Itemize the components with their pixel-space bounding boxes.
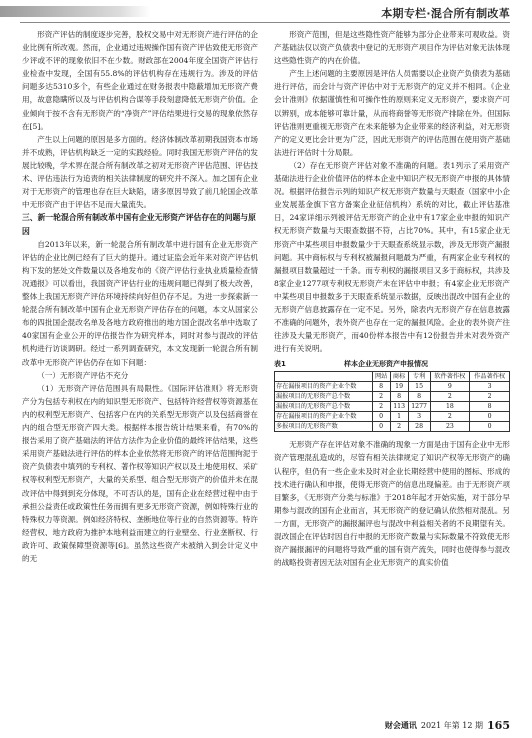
page-number: 165 <box>487 719 510 732</box>
row-label: 漏报项目的无形资产总个数 <box>275 402 373 412</box>
page-footer <box>385 719 510 732</box>
table-cell: 1277 <box>408 402 430 412</box>
table-cell: 3 <box>470 382 510 392</box>
paragraph: 产生以上问题的原因是多方面的。经济体制改革初期我国资本市场并不成熟，评估机构缺乏一定的实践经验。同时我国无形资产评估的发展比较晚，学术界在混合所有制改革之初对无形资产评估范围、评估技术、评估违法行为追责的相关法律制度的研究并不深入。加之国有企业对于无形资产的管理也存在巨大缺陷，诸多原因导致了前几轮国企改革中无形资产由于评估不足而大量流失。 <box>22 134 258 210</box>
table-caption <box>274 359 510 369</box>
paragraph: 形资产范围，但是这些隐性资产能够为部分企业带来可观收益。资产基础法仅以资产负债表中登记的无形资产项目作为评估对象无法体现这些隐性资产的内在价值。 <box>274 30 510 66</box>
right-column <box>274 28 510 569</box>
table-cell: 113 <box>390 402 408 412</box>
row-label: 多报项目的无形资产数 <box>275 422 373 432</box>
table-row <box>275 412 510 422</box>
paragraph: （1）无形资产评估范围具有局限性。《国际评估准则》将无形资产分为包括专利权在内的知识型无形资产、包括特许经营权等资源基在内的权利型无形资产、包括客户在内的关系型无形资产以及包括商誉在内的组合型无形资产四大类。根据样本报告统计结果来看，有70%的报告采用了资产基础法的评估方法作为企业价值的最终评估结果，这些采用资产基础法进行评估的样本企业依然将无形资产的评估范围拘泥于资产负债表中填列的专利权、著作权等知识产权以及土地使用权、采矿权等权利型无形资产，大量的关系型、组合型无形资产的价值并未在混改评估中得到到充分体现，不可否认的是，国有企业在经营过程中由于承担公益责任或政策性任务而拥有更多无形资产资源，例如特殊行业的特殊权力等资源。例如经济特权、垄断地位等行业的自然资源等。特许经营权、地方政府为推护本地利益而建立的行业壁垒、行业垄断权、行政许可、政策保障型资源等[6]。虽然这些资产未被纳入到会计定义中的无 <box>22 383 258 563</box>
table-cell: 2 <box>390 422 408 432</box>
table-cell: 2 <box>430 392 470 402</box>
left-column <box>22 28 258 565</box>
table-cell: 9 <box>430 382 470 392</box>
section-heading: 三、新一轮混合所有制改革中国有企业无形资产评估存在的问题与原因 <box>22 213 256 236</box>
paragraph: 无形资产存在评估对象不准确的现象一方面是由于国有企业中无形资产管理混乱造成的，尽管有相关法律规定了知识产权等无形资产的确认程序，但仍有一些企业未及时对企业长期经营中使用的图标、形成的技术进行确认和申报，使得无形资产的信息出现偏差。由于无形资产项目繁多，《无形资产分类与标准》于2018年起才开始实施，对于部分早期参与混改的国有企业而言，其无形资产的登记确认依然相对混乱。另一方面，无形资产的漏报漏评也与混改中利益相关者的不良期望有关。混改国企在评估时因自行申报的无形资产数量与实际数量不符致使无形资产漏报漏评的问题将导致严重的国有资产流失，同时也使得参与混改的战略投资者因无法对国有企业无形资产的真实价值 <box>274 440 510 568</box>
header-decoration-bar <box>0 6 150 17</box>
table-row <box>275 422 510 432</box>
table-cell: 0 <box>470 422 510 432</box>
table-cell: 0 <box>372 412 390 422</box>
paragraph: 产生上述问题的主要原因是评估人员需要以企业资产负债表为基础进行评估，而会计与资产评估中对于无形资产的定义并不相同。《企业会计准则》依据谨慎性和可操作性的原则来定义无形资产，要求资产可以辨别，成本能够可靠计量，从而将商誉等无形资产排除在外。但国际评估准则更重视无形资产在未来能够为企业带来的经济利益，对无形资产的定义更比会计更为广泛，因此无形资产的评估范围在使用资产基础法进行评估时十分局限。 <box>274 69 510 157</box>
table-cell: 8 <box>390 392 408 402</box>
table-1 <box>274 359 510 432</box>
table-cell: 23 <box>430 422 470 432</box>
table-cell: 8 <box>372 382 390 392</box>
table-cell: 18 <box>430 402 470 412</box>
column-header: 网站 <box>372 372 390 382</box>
table-cell: 19 <box>390 382 408 392</box>
issue-label: 2021 年第 12 期 <box>420 721 484 730</box>
column-header: 专利 <box>408 372 430 382</box>
page-header <box>0 0 532 24</box>
table-cell: 15 <box>408 382 430 392</box>
magazine-name: 财会通讯 <box>384 721 417 730</box>
row-label: 漏报项目的无形资产总个数 <box>275 392 373 402</box>
table-row <box>275 392 510 402</box>
paragraph: （2）存在无形资产评估对象不准确的问题。表1列示了采用资产基础法进行企业价值评估的样本企业中知识产权无形资产申报的具体情况。根据评估报告示列的知识产权无形资产数量与天眼查（国家中小企业发展基金旗下官方备案企业征信机构）系统的对比，截止评估基准日，24家详细示列被评估无形资产的企业中有17家企业申报的知识产权无形资产数量与天眼查数据不符，占比70%。其中，有15家企业无形资产中某些项目申报数量少于天眼查系统显示数，涉及无形资产漏报问题。其中商标权与专利权被漏报问题最为严重，有两家企业专利权的漏报项目数量超过一千条。而专利权的漏报项目又多于商标权，共涉及8家企业1277项专利权无形资产未在评估中申报；有4家企业无形资产中某些项目申报数多于天眼查系统显示数据，反映出混改中国有企业的无形资产信息披露存在一定不足。另外，除表内无形资产存在信息披露不准确的问题外，表外资产也存在一定的漏报风险。企业的表外资产往往涉及大量无形资产，而40份样本报告中有12份报告并未对表外资产进行有关说明。 <box>274 160 510 354</box>
header-rule <box>20 22 510 23</box>
table-row <box>275 382 510 392</box>
table-cell: 2 <box>372 392 390 402</box>
table-cell: 1 <box>390 412 408 422</box>
table-cell: 28 <box>408 422 430 432</box>
table-cell: 0 <box>372 422 390 432</box>
data-table <box>274 371 510 432</box>
row-label: 存在漏报项目的资产企业个数 <box>275 382 373 392</box>
table-cell: 8 <box>408 392 430 402</box>
table-cell: 3 <box>408 412 430 422</box>
table-cell: 8 <box>470 402 510 412</box>
table-cell: 0 <box>470 412 510 422</box>
table-title: 样本企业无形资产申报情况 <box>344 360 428 369</box>
table-number: 表1 <box>274 360 286 369</box>
section-title: 本期专栏·混合所有制改革 <box>381 7 510 20</box>
table-cell: 2 <box>372 402 390 412</box>
column-header: 商标 <box>390 372 408 382</box>
paragraph: 自2013年以来，新一轮混合所有制改革中进行国有企业无形资产评估的企业比例已经有了巨大的提升。通过证监会近年来对资产评估机构下发的惩处文件数量以及各地发布的《资产评估行业执业质量检查情况通报》可以看出，我国资产评估行业的违规问题已得到了极大改善，整体上我国无形资产评估环境持续向好但仍存不足。为进一步探索新一轮混合所有制改革中国有企业无形资产评估存在的问题，本文从国家公布的四批国企混改名单及各地方政府推出的地方国企混改名单中选取了40家国有企业公开的评估报告作为研究样本，同时对参与混改的评估机构进行访谈调研。经过一系列调查研究，本文发现新一轮混合所有制改革中无形资产评估仍存在如下问题： <box>22 239 258 367</box>
row-label: 存在漏报项目的资产企业个数 <box>275 412 373 422</box>
paragraph: 形资产评估的制度逐步完善，股权交易中对无形资产进行评估的企业比例有所改观。然而，企业通过违规操作国有资产评估致使无形资产少评或不评的现象依旧不在少数。财政部在2004年度全国资产评估行业检查中发现，全国有55.8%的评估机构存在违规行为。涉及的评估问题多达5310多个，有些企业通过在财务报表中隐蔽增加无形资产费用，故意隐瞒所以及与评估机构合谋等手段刻意降低无形资产价值。企业倾向于按不含有无形资产的“净资产”评估结果进行交易的现象依然存在[5]。 <box>22 30 258 131</box>
table-cell: 2 <box>430 412 470 422</box>
subsection-heading: （一）无形资产评估不充分 <box>37 370 129 380</box>
column-header: 软件著作权 <box>430 372 470 382</box>
table-row <box>275 402 510 412</box>
table-cell: 2 <box>470 392 510 402</box>
column-header <box>275 372 373 382</box>
table-header-row <box>275 372 510 382</box>
column-header: 作品著作权 <box>470 372 510 382</box>
